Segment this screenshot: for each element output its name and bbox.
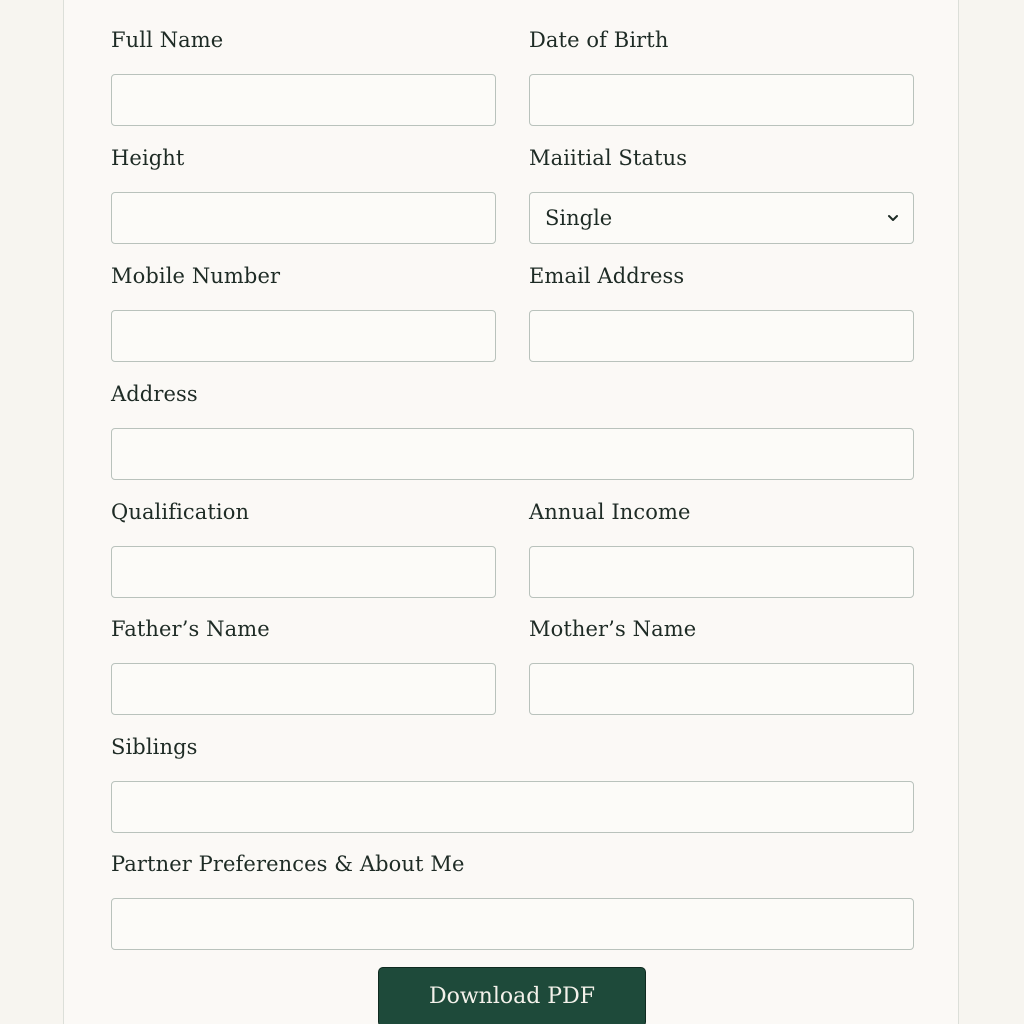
fathers-name-input[interactable] <box>111 663 496 715</box>
siblings-label: Siblings <box>111 735 198 759</box>
address-input[interactable] <box>111 428 914 480</box>
email-address-label: Email Address <box>529 264 685 288</box>
email-address-input[interactable] <box>529 310 914 362</box>
mobile-number-input[interactable] <box>111 310 496 362</box>
partner-preferences-label: Partner Preferences & About Me <box>111 852 465 876</box>
mobile-number-label: Mobile Number <box>111 264 281 288</box>
fathers-name-field <box>111 616 270 642</box>
height-input[interactable] <box>111 192 496 244</box>
address-label: Address <box>111 382 198 406</box>
marital-status-field <box>529 145 688 230</box>
marital-status-value: Single <box>545 206 613 230</box>
annual-income-label: Annual Income <box>529 500 691 524</box>
download-pdf-button[interactable]: Download PDF <box>378 967 646 1024</box>
mothers-name-field <box>529 616 696 642</box>
full-name-input[interactable] <box>111 74 496 126</box>
fathers-name-label: Father’s Name <box>111 617 270 641</box>
date-of-birth-label: Date of Birth <box>529 28 669 52</box>
full-name-label: Full Name <box>111 28 224 52</box>
height-label: Height <box>111 146 185 170</box>
mothers-name-input[interactable] <box>529 663 914 715</box>
marital-status-select[interactable] <box>529 192 914 244</box>
marital-status-label: Maiitial Status <box>529 146 688 170</box>
full-name-field <box>111 27 223 53</box>
partner-preferences-field <box>111 851 464 877</box>
siblings-input[interactable] <box>111 781 914 833</box>
annual-income-field <box>529 499 691 525</box>
address-field <box>111 381 198 407</box>
qualification-field <box>111 499 249 525</box>
height-field <box>111 145 184 171</box>
qualification-input[interactable] <box>111 546 496 598</box>
mothers-name-label: Mother’s Name <box>529 617 697 641</box>
date-of-birth-input[interactable] <box>529 74 914 126</box>
qualification-label: Qualification <box>111 500 250 524</box>
partner-preferences-input[interactable] <box>111 898 914 950</box>
siblings-field <box>111 734 198 760</box>
chevron-down-icon <box>886 211 900 225</box>
email-address-field <box>529 263 684 289</box>
date-of-birth-field <box>529 27 668 53</box>
mobile-number-field <box>111 263 280 289</box>
annual-income-input[interactable] <box>529 546 914 598</box>
